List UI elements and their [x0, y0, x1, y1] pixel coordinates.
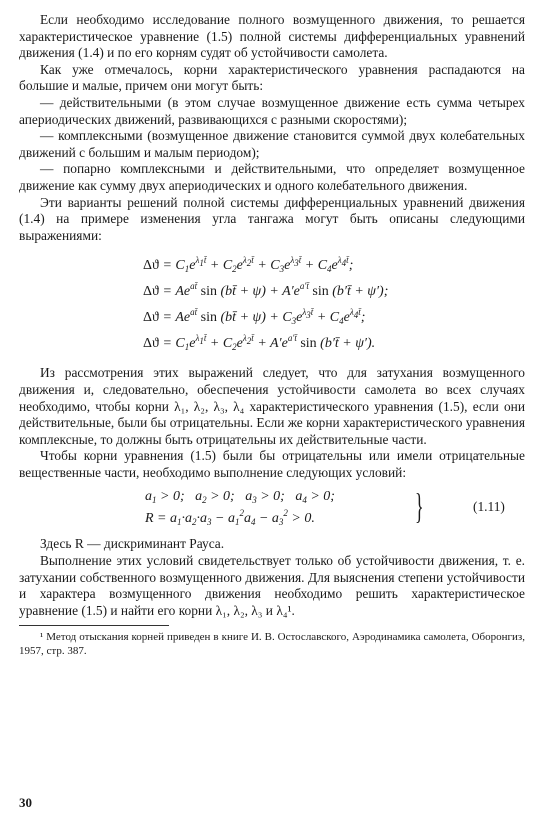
paragraph-8: Чтобы корни уравнения (1.5) были бы отрицательны или имели отрицательные вещественные части, необходимо выполнение следующих условий: [19, 448, 525, 480]
paragraph-7: Из рассмотрения этих выражений следует, что для затухания возмущенного движения и, следовательно, обеспечения устойчивости самолета во всех случаях необходимо, чтобы корни λ₁, λ₂, λ₃, λ₄ характеристического уравнения (1.5), если они действительные, были бы отрицательны. Если же корни характеристического уравнения комплексные, то должны быть отрицательны их действительные части. [19, 365, 525, 447]
paragraph-10: Выполнение этих условий свидетельствует только об устойчивости движения, т. е. затухании собственного возмущенного движения. Для выяснения степени устойчивости и характера возмущенного движения необходимо решить характеристическое уравнение (1.5) и найти его корни λ₁, λ₂, λ₃ и λ₄¹. [19, 553, 525, 618]
equation-complex-roots: $\Delta ϑ = Ae^{at̄}$ sin (bt̄ + $\psi) + A'e^{a't̄}$ sin (b′t̄ + ψ′); [143, 281, 389, 300]
paragraph-5: — попарно комплексными и действительными, что определяет возмущенное движение как сумму двух апериодических и одного колебательного движения. [19, 161, 525, 193]
pitch-expressions [143, 252, 525, 356]
paragraph-1: Если необходимо исследование полного возмущенного движения, то решается характеристическое уравнение (1.5) полной системы дифференциальных уравнений движения (1.4) и по его корням судят об устойчивости самолета. [19, 12, 525, 61]
paragraph-2: Как уже отмечалось, корни характеристического уравнения распадаются на большие и малые, причем они могут быть: [19, 61, 525, 94]
equation-real-roots: $\Delta ϑ = C_1e^{\lambda_1t̄} + C_2e^{\lambda_2t̄} + C_3e^{\lambda_3t̄} + C_4e^{\lambda_4t̄}$; [143, 255, 354, 275]
paragraph-6: Эти варианты решений полной системы дифференциальных уравнений движения (1.4) на примере изменения угла тангажа могут быть описаны следующими выражениями: [19, 194, 525, 243]
stability-conditions [19, 485, 525, 529]
page-number: 30 [19, 795, 32, 810]
condition-routh-discriminant: $R = a_1\cdot a_2\cdot a_3 - a_1^2a_4 - a_3^2 > 0$. [145, 508, 315, 528]
paragraph-9: Здесь R — дискриминант Рауса. [40, 536, 225, 552]
equation-number: (1.11) [473, 499, 505, 515]
right-brace: } [415, 486, 424, 527]
page-content [19, 12, 525, 658]
condition-coefficients: $a_1 > 0$; $a_2 > 0$; $a_3 > 0$; $a_4 > 0$; [145, 489, 335, 506]
footnote-rule [19, 625, 169, 626]
footnote: ¹ Метод отыскания корней приведен в книге И. В. Остославского, Аэродинамика самолета, Оборонгиз, 1957, стр. 387. [19, 631, 525, 658]
paragraph-3: — действительными (в этом случае возмущенное движение есть сумма четырех апериодических движений, развивающихся с разными скоростями); [19, 94, 525, 127]
equation-mixed-roots-2: $\Delta ϑ = C_1e^{\lambda_1t̄} + C_2e^{\lambda_2t̄} + A'e^{a't̄}$ sin (b′t̄ + ψ′). [143, 333, 376, 353]
paragraph-4: — комплексными (возмущенное движение становится суммой двух колебательных движений с большим и малым периодом); [19, 128, 525, 160]
equation-mixed-roots-1: $\Delta ϑ = Ae^{at̄}$ sin (bt̄ + $\psi) + C_3e^{\lambda_3t̄} + C_4e^{\lambda_4t̄}$; [143, 307, 366, 327]
